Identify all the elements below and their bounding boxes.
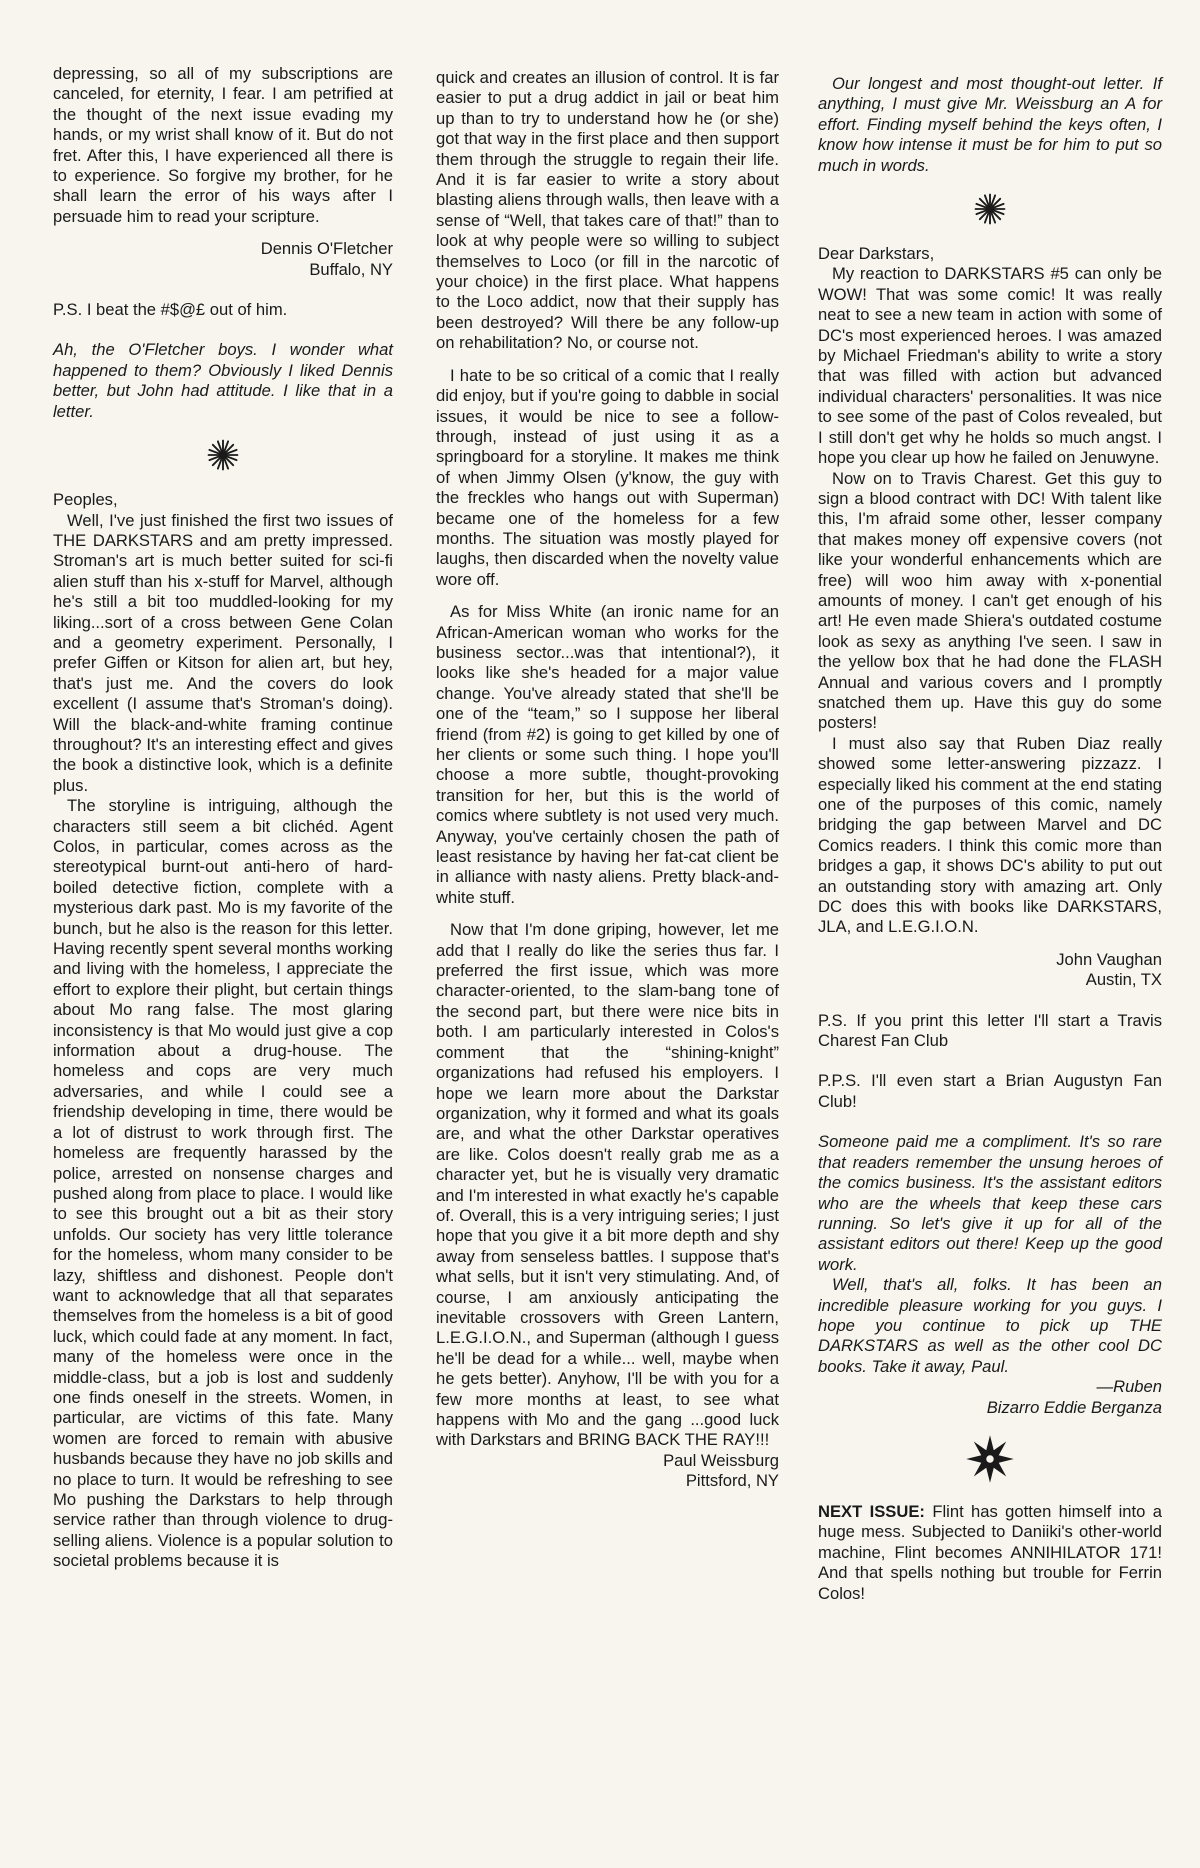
- signature-place: Pittsford, NY: [685, 1471, 779, 1491]
- letter-paragraph: As for Miss White (an ironic name for an African-American woman who works for the business sector...was that intentional?), it looks like she's headed for a major value change. You've already stated that she'll be one of the “team,” so I suppose her liberal friend (from #2) is going to get killed by one of her clients or some such thing. I hope you'll choose a more subtle, thought-provoking transition for her, but this is the world of comics where subtlety is not used very much. Anyway, you've certainly chosen the path of least resistance by having her fat-cat client be in alliance with nasty aliens. Pretty black-and-white stuff.: [436, 602, 779, 907]
- column-left: [53, 64, 393, 1572]
- letter-paragraph: Now that I'm done griping, however, let me add that I really do like the series thus far. I preferred the first issue, which was more character-oriented, to the slam-bang tone of the second part, but there were nice bits in both. I am particularly interested in Colos's comment that the “shining-knight” organizations had refused his employers. I hope we learn more about the Darkstar organization, why it formed and what its goals are, and what the other Darkstar operatives are like. Colos doesn't really grab me as a character yet, but he is visually very dramatic and I'm interested in what exactly he's capable of. Overall, this is a very intriguing series; I just hope that you give it a bit more depth and shy away from senseless battles. I suppose that's what sells, but it isn't very stimulating. And, of course, I am anxiously anticipating the inevitable crossovers with Green Lantern, L.E.G.I.O.N., and Superman (although I guess he'll be dead for a while... well, maybe when he gets better). Anyhow, I'll be with you for a few more months at least, to see what happens with Mo and the gang ...good luck with Darkstars and BRING BACK THE RAY!!!: [436, 920, 779, 1450]
- postscript: P.P.S. I'll even start a Brian Augustyn Fan Club!: [818, 1071, 1162, 1111]
- editor-reply: Someone paid me a compliment. It's so rare that readers remember the unsung heroes of the comics business. It's the assistant editors who are the wheels that keep these cars running. So let's give it up for all of the assistant editors out there! Keep up the good work.: [818, 1132, 1162, 1274]
- signature-name: Paul Weissburg: [663, 1450, 779, 1470]
- letter-salutation: Peoples,: [53, 490, 118, 510]
- letter-salutation: Dear Darkstars,: [818, 244, 935, 264]
- separator-star-icon: [818, 1434, 1162, 1484]
- signature-name: John Vaughan: [1056, 949, 1162, 969]
- letter-paragraph: Well, I've just finished the first two issues of THE DARKSTARS and am pretty impressed. Stroman's art is much better suited for sci-fi alien stuff than his x-stuff for Marvel, although he's still a bit too muddled-looking for my liking...sort of a cross between Gene Colan and a geometry experiment. Personally, I prefer Giffen or Kitson for alien art, but hey, that's just me. And the covers do look excellent (I assume that's Stroman's doing). Will the black-and-white framing continue throughout? It's an interesting effect and gives the book a distinctive look, which is a definite plus.: [53, 510, 393, 795]
- letter-paragraph: I must also say that Ruben Diaz really showed some letter-answering pizzazz. I especially liked his comment at the end stating one of the purposes of this comic, namely bridging the gap between Marvel and DC Comics readers. I think this comic more than bridges a gap, it shows DC's ability to put out an outstanding story with amazing art. Only DC does this with books like DARKSTARS, JLA, and L.E.G.I.O.N.: [818, 733, 1162, 937]
- letter-paragraph: The storyline is intriguing, although the characters still seem a bit clichéd. Agent Colos, in particular, comes across as the stereotypical burnt-out anti-hero of hard-boiled detective fiction, complete with a mysterious dark past. Mo is my favorite of the bunch, but he also is the reason for this letter. Having recently spent several months working and living with the homeless, I appreciate the effort to explore their plight, but certain things about Mo rang false. The most glaring inconsistency is that Mo would just give a cop information about a drug-house. The homeless and cops are very much adversaries, and while I could see a friendship developing in time, there would be a lot of distrust to work through first. The homeless are frequently harassed by the police, arrested on nonsense charges and pushed along from place to place. I would like to see this brought out a bit as their story unfolds. Our society has very little tolerance for the homeless, whom many consider to be lazy, shiftless and dishonest. People don't want to acknowledge that all that separates themselves from the homeless is a bit of good luck, which could fade at any moment. In fact, many of the homeless were once in the middle-class, but a job is lost and suddenly one finds oneself in the streets. Women, in particular, are victims of this fate. Many women are forced to remain with abusive husbands because they have no job skills and no place to turn. It would be refreshing to see Mo pushing the Darkstars to help through service rather than through violence to drug-selling aliens. Violence is a popular solution to societal problems because it is: [53, 796, 393, 1571]
- letter-paragraph: My reaction to DARKSTARS #5 can only be WOW! That was some comic! It was really neat to see a new team in action with some of DC's most experienced heroes. I was amazed by Michael Friedman's ability to write a story that was filled with action but advanced individual characters' personalities. It was nice to see some of the past of Colos revealed, but I still don't get why he holds so much angst. I hope you clear up how he failed on Jenuwyne.: [818, 264, 1162, 468]
- editor-reply: Well, that's all, folks. It has been an incredible pleasure working for you guys. I hope you continue to pick up THE DARKSTARS as well as the other cool DC books. Take it away, Paul.: [818, 1275, 1162, 1376]
- letter-paragraph: Now on to Travis Charest. Get this guy to sign a blood contract with DC! With talent like this, I'm afraid some other, lesser company that makes money off expensive covers (not like your wonderful enhancements which are free) will woo him away with x-ponential amounts of money. I can't get enough of his art! He even made Shiera's outdated costume look as sexy as anything I've seen. I saw in the yellow box that he had done the FLASH Annual and various covers and I promptly snatched them up. Have this guy do some posters!: [818, 468, 1162, 733]
- letter-continuation: depressing, so all of my subscriptions are canceled, for eternity, I fear. I am petrified at the thought of the next issue evading my hands, or my wrist shall know of it. But do not fret. After this, I have experienced all there is to experience. So forgive my brother, for he shall learn the error of his ways after I persuade him to read your scripture.: [53, 64, 393, 226]
- editor-signature: —Ruben: [1096, 1377, 1162, 1397]
- signature-place: Buffalo, NY: [309, 259, 393, 279]
- editor-reply: Ah, the O'Fletcher boys. I wonder what happened to them? Obviously I liked Dennis better, but John had attitude. I like that in a letter.: [53, 340, 393, 421]
- letter-paragraph: quick and creates an illusion of control. It is far easier to put a drug addict in jail or beat him up than to try to understand how he (or she) got that way in the first place and then support them through the struggle to regain their life. And it is far easier to write a story about blasting aliens through walls, then leave with a sense of “Well, that takes care of that!” than to look at why people were so willing to subject themselves to Loco (or fill in the narcotic of your choice) in the first place. What happens to the Loco addict, now that their supply has been destroyed? Will there be any follow-up on rehabilitation? No, or course not.: [436, 68, 779, 353]
- separator-star-icon: [53, 438, 393, 472]
- editor-reply: Our longest and most thought-out letter. If anything, I must give Mr. Weissburg an A for effort. Finding myself behind the keys often, I know how intense it must be for him to put so much in words.: [818, 74, 1162, 175]
- postscript: P.S. If you print this letter I'll start a Travis Charest Fan Club: [818, 1010, 1162, 1051]
- signature-name: Dennis O'Fletcher: [260, 239, 393, 259]
- column-middle: [436, 68, 779, 1492]
- letter-paragraph: I hate to be so critical of a comic that I really did enjoy, but if you're going to dabble in social issues, it would be nice to see a follow-through, instead of just using it as a springboard for a storyline. It makes me think of when Jimmy Olsen (y'know, the guy with the freckles who hangs out with Superman) became one of the homeless for a few months. The situation was mostly played for laughs, then discarded when the novelty value wore off.: [436, 365, 779, 589]
- next-issue-label: NEXT ISSUE:: [818, 1501, 925, 1521]
- next-issue-text: Flint has gotten himself into a huge mess. Subjected to Daniiki's other-world machine, Flint becomes ANNIHILATOR 171! And that spells nothing but trouble for Ferrin Colos!: [818, 1501, 1162, 1603]
- editor-signature: Bizarro Eddie Berganza: [986, 1397, 1162, 1417]
- next-issue-blurb: [818, 1502, 1162, 1604]
- postscript: P.S. I beat the #$@£ out of him.: [53, 300, 288, 320]
- separator-star-icon: [818, 192, 1162, 226]
- signature-place: Austin, TX: [1085, 970, 1162, 990]
- column-right: [818, 74, 1162, 1604]
